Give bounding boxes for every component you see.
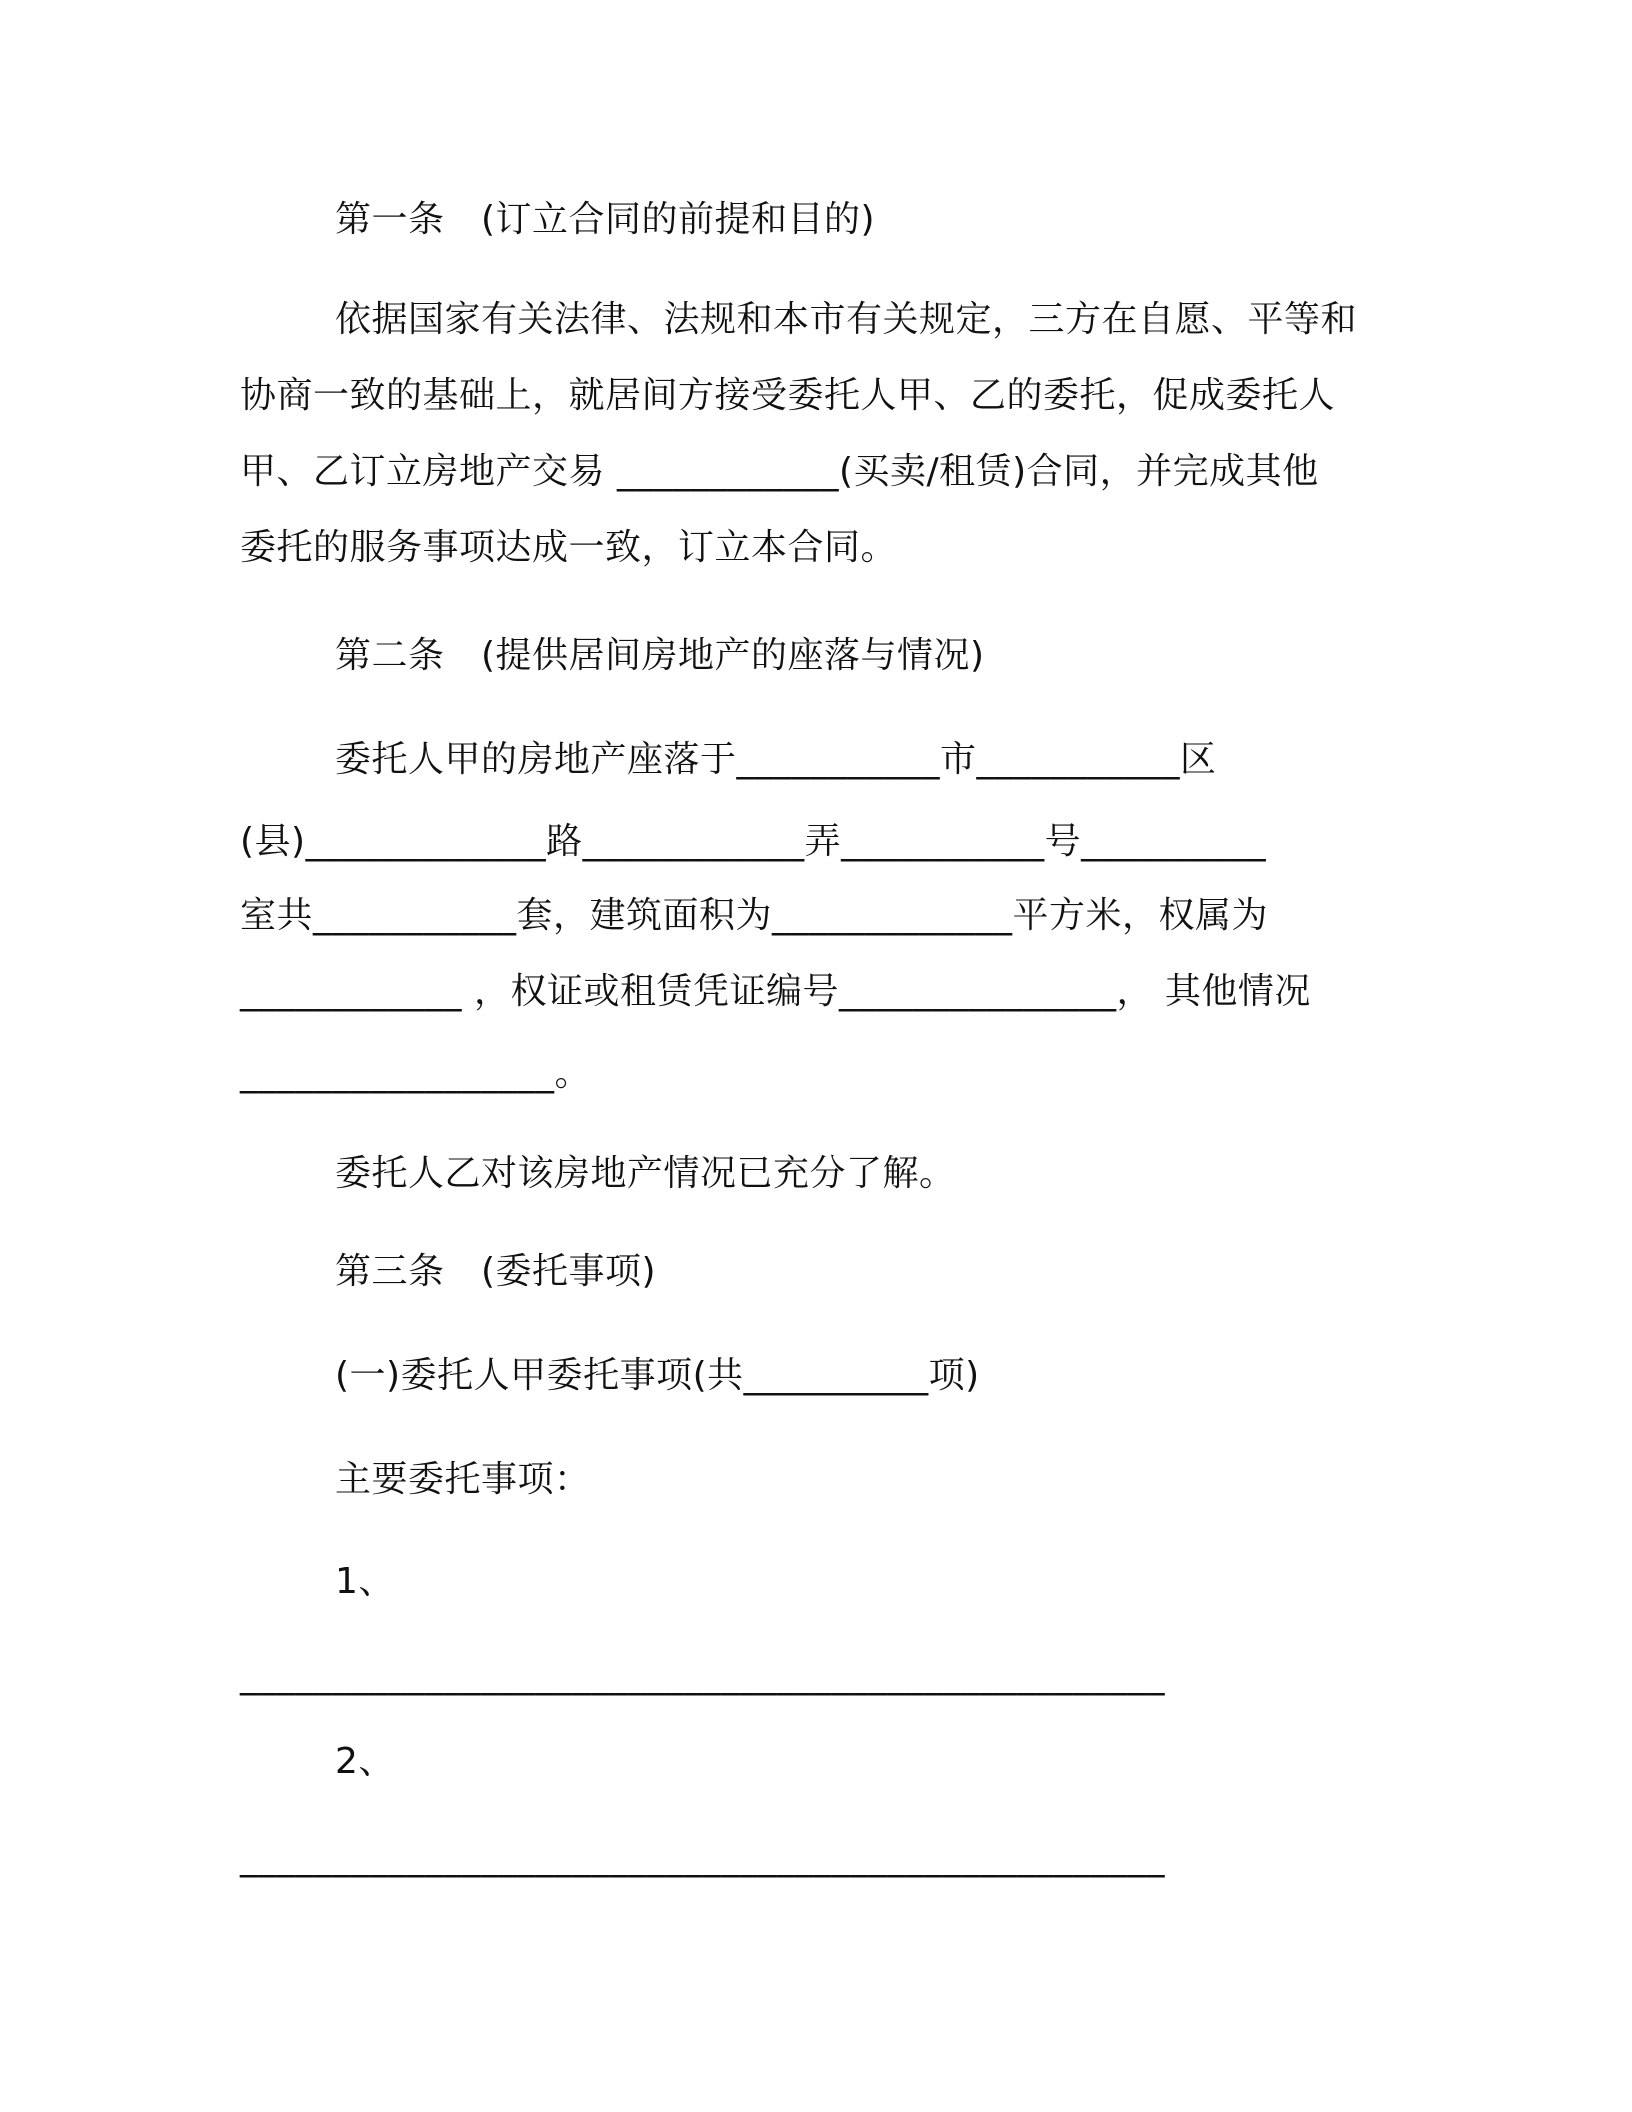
article1-line-2: 协商一致的基础上，就居间方接受委托人甲、乙的委托，促成委托人 — [240, 375, 1336, 416]
main-items-label: 主要委托事项： — [335, 1459, 591, 1500]
article1-line-4: 委托的服务事项达成一致，订立本合同。 — [240, 527, 898, 568]
item-2-blank: __________________________________________________ — [240, 1837, 1165, 1878]
article2-line-5: _________________。 — [240, 1053, 591, 1094]
article2-line-2: (县)_____________路____________弄___________号__________ — [240, 821, 1267, 862]
item-2-number: 2、 — [335, 1741, 395, 1782]
article1-heading: 第一条 (订立合同的前提和目的) — [335, 199, 876, 240]
article2-heading: 第二条 (提供居间房地产的座落与情况) — [335, 635, 985, 676]
article2-note: 委托人乙对该房地产情况已充分了解。 — [335, 1153, 956, 1194]
article1-line-1: 依据国家有关法律、法规和本市有关规定，三方在自愿、平等和 — [335, 299, 1358, 340]
item-1-blank: __________________________________________________ — [240, 1655, 1165, 1696]
article2-line-1: 委托人甲的房地产座落于___________市___________区 — [335, 739, 1217, 780]
item-1-number: 1、 — [335, 1561, 395, 1602]
article3-sub-heading: (一)委托人甲委托事项(共__________项) — [335, 1355, 980, 1396]
article1-line-3: 甲、乙订立房地产交易 ____________(买卖/租赁)合同，并完成其他 — [240, 451, 1319, 492]
article2-line-3: 室共___________套，建筑面积为_____________平方米，权属为 — [240, 895, 1269, 936]
article3-heading: 第三条 (委托事项) — [335, 1251, 657, 1292]
article2-line-4: ____________ ，权证或租赁凭证编号_______________， 其他情况 — [240, 971, 1311, 1012]
